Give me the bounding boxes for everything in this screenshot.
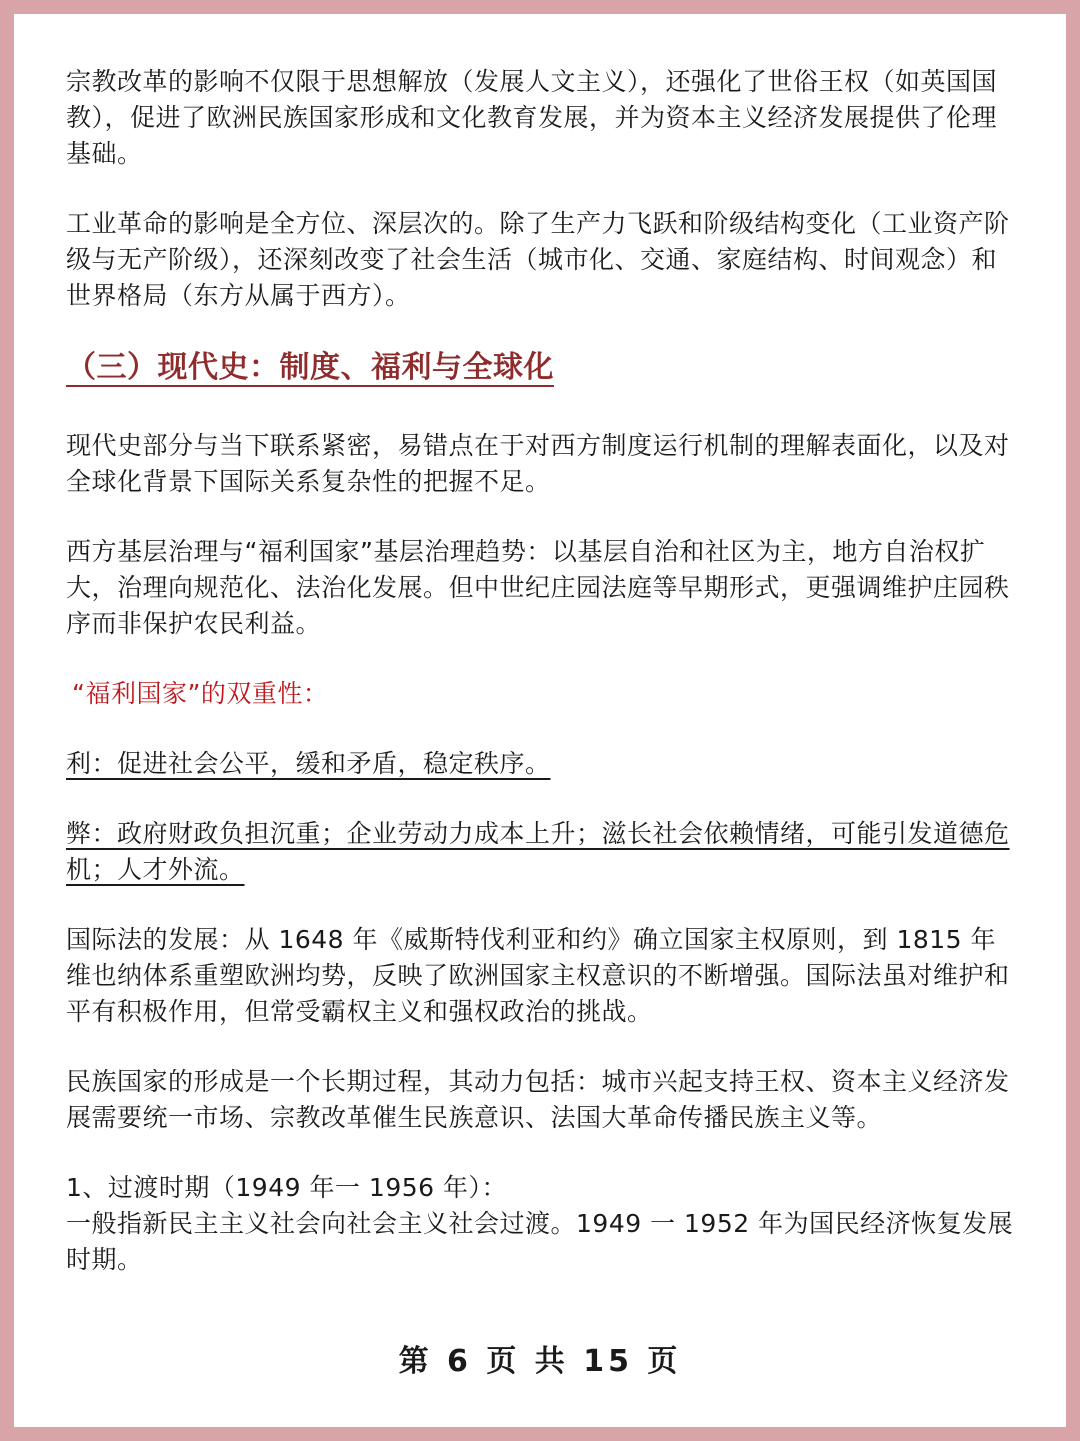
paragraph-reformation: 宗教改革的影响不仅限于思想解放（发展人文主义），还强化了世俗王权（如英国国教），促进了欧洲民族国家形成和文化教育发展，并为资本主义经济发展提供了伦理基础。 bbox=[66, 67, 998, 168]
paragraph-industrial-revolution: 工业革命的影响是全方位、深层次的。除了生产力飞跃和阶级结构变化（工业资产阶级与无产阶级），还深刻改变了社会生活（城市化、交通、家庭结构、时间观念）和世界格局（东方从属于西方）。 bbox=[66, 209, 1010, 310]
welfare-con bbox=[66, 816, 1016, 888]
paragraph-modern-history: 现代史部分与当下联系紧密，易错点在于对西方制度运行机制的理解表面化，以及对全球化背景下国际关系复杂性的把握不足。 bbox=[66, 431, 1010, 496]
paragraph-international-law: 国际法的发展：从 1648 年《威斯特伐利亚和约》确立国家主权原则，到 1815 年维也纳体系重塑欧洲均势，反映了欧洲国家主权意识的不断增强。国际法虽对维护和平有积极作用，但常受霸权主义和强权政治的挑战。 bbox=[66, 925, 1010, 1026]
transition-period-title: 1、过渡时期（1949 年一 1956 年）： bbox=[66, 1173, 507, 1202]
paragraph-governance: 西方基层治理与“福利国家”基层治理趋势：以基层自治和社区为主，地方自治权扩大，治理向规范化、法治化发展。但中世纪庄园法庭等早期形式，更强调维护庄园秩序而非保护农民利益。 bbox=[66, 537, 1010, 638]
welfare-subheading: “福利国家”的双重性： bbox=[72, 679, 329, 708]
welfare-pro-text: 利：促进社会公平，缓和矛盾，稳定秩序。 bbox=[66, 749, 551, 778]
section-heading: （三）现代史：制度、福利与全球化 bbox=[66, 350, 554, 385]
transition-period-body: 一般指新民主主义社会向社会主义社会过渡。1949 一 1952 年为国民经济恢复发展时期。 bbox=[66, 1209, 1014, 1274]
welfare-con-text: 弊：政府财政负担沉重；企业劳动力成本上升；滋长社会依赖情绪，可能引发道德危机；人才外流。 bbox=[66, 819, 1010, 884]
welfare-pro bbox=[66, 746, 1016, 782]
page-number: 第 6 页 共 15 页 bbox=[398, 1344, 682, 1379]
paragraph-nation-state: 民族国家的形成是一个长期过程，其动力包括：城市兴起支持王权、资本主义经济发展需要统一市场、宗教改革催生民族意识、法国大革命传播民族主义等。 bbox=[66, 1067, 1010, 1132]
document-body bbox=[66, 64, 1016, 1278]
